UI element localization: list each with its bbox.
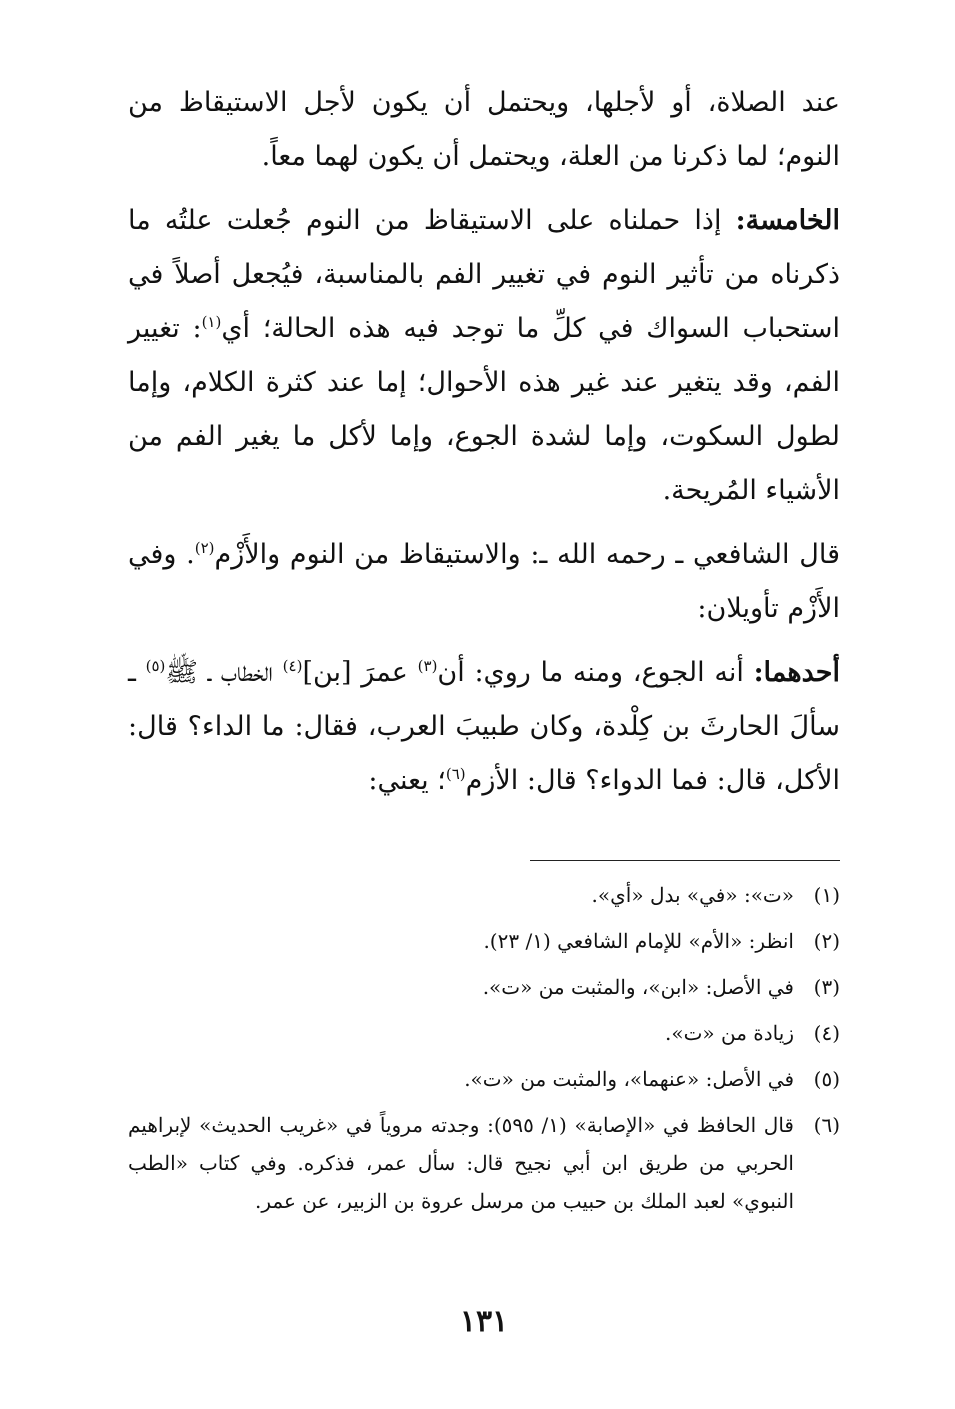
footnote-ref-5[interactable]: (٥)	[145, 657, 166, 675]
footnote-1	[128, 876, 840, 914]
footnote-ref-3[interactable]: (٣)	[417, 657, 438, 675]
paragraph-2: الخامسة: إذا حملناه على الاستيقاظ من النوم جُعلت علتُه ما ذكرناه من تأثير النوم في تغيير الفم بالمناسبة، فيُجعل أصلاً في استحباب السواك في كلِّ ما توجد فيه هذه الحالة؛ أي$^{(١)}$: تغيير الفم، وقد يتغير عند غير هذه الأحوال؛ إما عند كثرة الكلام، وإما لطول السكوت، وإما لشدة الجوع، وإما لأكل ما يغير الفم من الأشياء المُريحة.	[128, 205, 840, 506]
footnote-number: (٣)	[813, 975, 840, 999]
footnote-number: (٢)	[813, 929, 840, 953]
paragraph-3: قال الشافعي ـ رحمه الله ـ: والاستيقاظ من النوم والأَزْم$^{(٢)}$. وفي الأَزْم تأويلان:	[128, 539, 840, 624]
footnote-text: قال الحافظ في «الإصابة» (١/ ٥٩٥): وجدته مروياً في «غريب الحديث» لإبراهيم الحربي من طريق ابن أبي نجيح قال: سأل عمر، فذكره. وفي كتاب «الطب النبوي» لعبد الملك بن حبيب من مرسل عروة بن الزبير، عن عمر.	[128, 1113, 794, 1213]
footnote-text: انظر: «الأم» للإمام الشافعي (١/ ٢٣).	[483, 929, 794, 953]
footnote-number: (٤)	[813, 1021, 840, 1045]
footnote-divider	[530, 860, 840, 861]
paragraph-2-lead: الخامسة:	[735, 205, 840, 236]
footnote-text: في الأصل: «ابن»، والمثبت من «ت».	[482, 975, 794, 999]
footnote-number: (٥)	[813, 1067, 840, 1091]
footnote-number: (٦)	[813, 1113, 840, 1137]
footnote-4	[128, 1014, 840, 1052]
footnote-3	[128, 968, 840, 1006]
page-number: ١٣١	[459, 1304, 509, 1339]
footnote-6	[128, 1106, 840, 1220]
paragraph-4: أحدهما: أنه الجوع، ومنه ما روي: أن$^{(٣)}$ عمرَ [بن]$^{(٤)}$ الخطاب ـ ﷺ$^{(٥)}$ ـ سألَ الحارثَ بن كِلْدة، وكان طبيبَ العرب، فقال: ما الداء؟ قال: الأكل، قال: فما الدواء؟ قال: الأزم$^{(٦)}$؛ يعني:	[128, 657, 840, 796]
footnote-text: زيادة من «ت».	[664, 1021, 794, 1045]
footnote-5	[128, 1060, 840, 1098]
footnote-ref-4[interactable]: (٤)	[282, 657, 303, 675]
paragraph-1: عند الصلاة، أو لأجلها، ويحتمل أن يكون لأجل الاستيقاظ من النوم؛ لما ذكرنا من العلة، ويحتمل أن يكون لهما معاً.	[128, 87, 840, 172]
footnote-ref-6[interactable]: (٦)	[445, 765, 466, 783]
page-body	[128, 76, 840, 1356]
paragraph-4-lead: أحدهما:	[753, 657, 840, 688]
footnote-text: «ت»: «في» بدل «أي».	[591, 883, 794, 907]
footnotes	[128, 876, 840, 1220]
footnote-ref-2[interactable]: (٢)	[194, 539, 215, 557]
footnote-number: (١)	[813, 883, 840, 907]
footnote-2	[128, 922, 840, 960]
footnote-text: في الأصل: «عنهما»، والمثبت من «ت».	[464, 1067, 794, 1091]
footnote-ref-1[interactable]: (١)	[201, 313, 222, 331]
